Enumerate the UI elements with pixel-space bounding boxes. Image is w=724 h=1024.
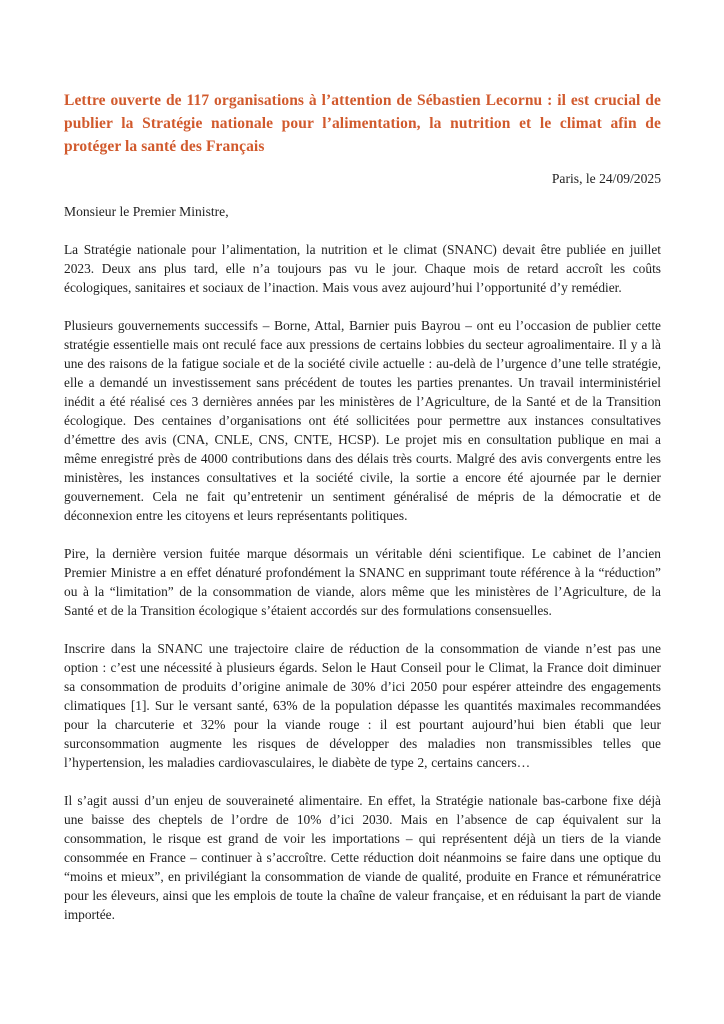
paragraph-governments-lobbies: Plusieurs gouvernements successifs – Borne, Attal, Barnier puis Bayrou – ont eu l’occasion de publier cette stratégie essentielle mais ont reculé face aux pressions de certains lobbies du secteur agroalimentaire. Il y a là une des raisons de la fatigue sociale et de la société civile actuelle : au-delà de l’urgence d’une telle stratégie, elle a demandé un investissement sans précédent de toutes les parties prenantes. Un travail interministériel inédit a été réalisé ces 3 dernières années par les ministères de l’Agriculture, de la Santé et de la Transition écologique. Des centaines d’organisations ont été sollicitées pour permettre aux instances consultatives d’émettre des avis (CNA, CNLE, CNS, CNTE, HCSP). Le projet mis en consultation publique en mai a même enregistré près de 4000 contributions dans des délais très courts. Malgré des avis convergents entre les ministères, les instances consultatives et la société civile, la sortie a encore été ajournée par le dernier gouvernement. Cela ne fait qu’entretenir un sentiment généralisé de mépris de la démocratie et de déconnexion entre les citoyens et leurs représentants politiques.	[64, 317, 661, 523]
letter-title: Lettre ouverte de 117 organisations à l’attention de Sébastien Lecornu : il est crucial de publier la Stratégie nationale pour l’alimentation, la nutrition et le climat afin de protéger la santé des Français	[64, 92, 661, 156]
date-line: Paris, le 24/09/2025	[551, 170, 661, 186]
paragraph-food-sovereignty: Il s’agit aussi d’un enjeu de souveraineté alimentaire. En effet, la Stratégie nationale bas-carbone fixe déjà une baisse des cheptels de l’ordre de 10% d’ici 2030. Mais en l’absence de cap équivalent sur la consommation, le risque est grand de voir les importations – qui représentent déjà un tiers de la viande consommée en France – continuer à s’accroître. Cette réduction doit néanmoins se faire dans une optique du “moins et mieux”, en privilégiant la consommation de viande de qualité, produite en France et rémunératrice pour les éleveurs, ainsi que les emplois de toute la chaîne de valeur française, et en réduisant la part de viande importée.	[64, 792, 661, 922]
paragraph-meat-reduction-necessity: Inscrire dans la SNANC une trajectoire claire de réduction de la consommation de viande n’est pas une option : c’est une nécessité à plusieurs égards. Selon le Haut Conseil pour le Climat, la France doit diminuer sa consommation de produits d’origine animale de 30% d’ici 2050 pour espérer atteindre des engagements climatiques [1]. Sur le versant santé, 63% de la population dépasse les quantités maximales recommandées pour la charcuterie et 32% pour la viande rouge : il est pourtant aujourd’hui bien établi que leur surconsommation augmente les risques de développer des maladies non transmissibles telles que l’hypertension, les maladies cardiovasculaires, le diabète de type 2, certains cancers…	[64, 640, 661, 770]
salutation: Monsieur le Premier Ministre,	[64, 203, 229, 219]
letter-content	[64, 89, 661, 924]
paragraph-snanc-delay: La Stratégie nationale pour l’alimentation, la nutrition et le climat (SNANC) devait être publiée en juillet 2023. Deux ans plus tard, elle n’a toujours pas vu le jour. Chaque mois de retard accroît les coûts écologiques, sanitaires et sociaux de l’inaction. Mais vous avez aujourd’hui l’opportunité d’y remédier.	[64, 241, 661, 295]
paragraph-scientific-denial: Pire, la dernière version fuitée marque désormais un véritable déni scientifique. Le cabinet de l’ancien Premier Ministre a en effet dénaturé profondément la SNANC en supprimant toute référence à la “réduction” ou à la “limitation” de la consommation de viande, alors même que les ministères de l’Agriculture, de la Santé et de la Transition écologique s’étaient accordés sur des formulations consensuelles.	[64, 545, 661, 618]
